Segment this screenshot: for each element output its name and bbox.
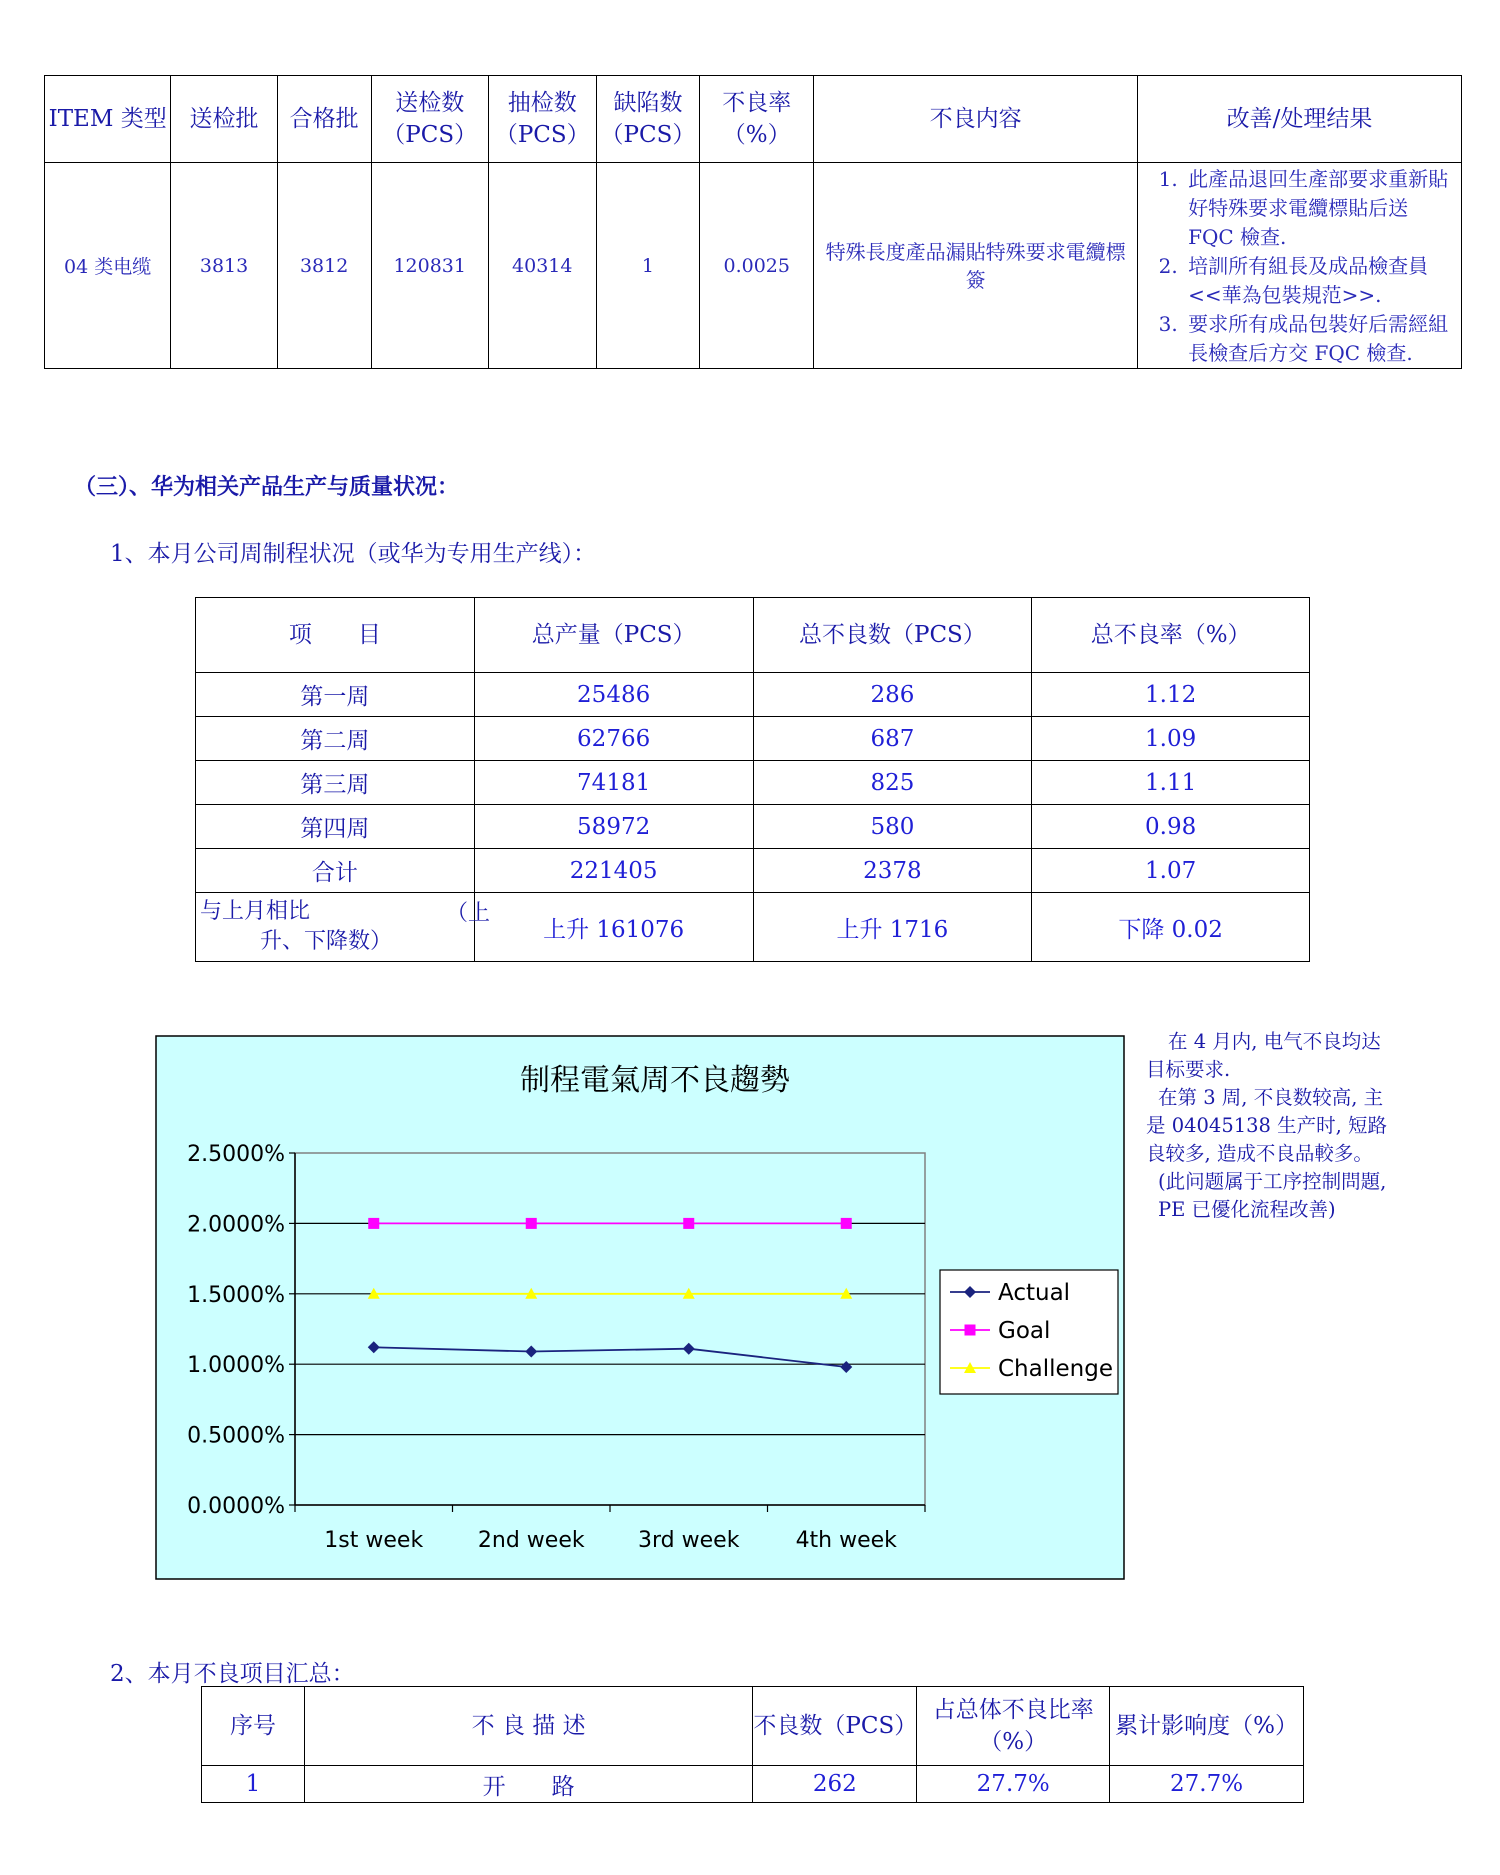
cell-defects-change: 上升 1716 [753, 893, 1032, 962]
compare-label [196, 893, 491, 962]
compare-label-line2: 升、下降数） [260, 929, 393, 954]
row-label: 合计 [196, 849, 475, 893]
chart-legend [940, 1270, 1118, 1394]
chart-title: 制程電氣周不良趨勢 [520, 1063, 790, 1098]
header-total-output: 总产量（PCS） [474, 598, 753, 673]
header-total-rate: 总不良率（%） [1032, 598, 1310, 673]
cell-defect-rate: 0.0025 [700, 163, 814, 369]
row-label: 第四周 [196, 805, 475, 849]
cell-rate-change: 下降 0.02 [1032, 893, 1310, 962]
header-count: 不良数（PCS） [753, 1687, 917, 1766]
y-tick-label: 0.0000% [187, 1494, 285, 1519]
section-title: （三）、华为相关产品生产与质量状况： [74, 474, 460, 500]
cell-sent-qty: 120831 [371, 163, 488, 369]
cell-ratio: 27.7% [917, 1766, 1110, 1803]
cell-passed-batches: 3812 [277, 163, 371, 369]
cell-defect-content: 特殊長度產品漏貼特殊要求電纜標簽 [814, 163, 1138, 369]
inspection-table [44, 75, 1462, 369]
legend-label: Actual [998, 1280, 1071, 1306]
note-line: 在 4 月内, 电气不良均达目标要求. [1146, 1030, 1381, 1081]
data-point-goal [368, 1218, 379, 1229]
cell-rate: 1.09 [1032, 717, 1310, 761]
cell-no: 1 [202, 1766, 305, 1803]
table-row [196, 673, 1310, 717]
compare-label-paren: （上 [446, 901, 491, 926]
weekly-status-table [195, 597, 1310, 962]
y-tick-label: 2.0000% [187, 1212, 285, 1238]
header-sent-batches: 送检批 [171, 76, 277, 163]
cell-rate: 1.11 [1032, 761, 1310, 805]
table-header-row [202, 1687, 1304, 1766]
cell-defects: 825 [753, 761, 1032, 805]
header-item-type: ITEM 类型 [45, 76, 171, 163]
defect-trend-chart [155, 1035, 1125, 1580]
header-no: 序号 [202, 1687, 305, 1766]
cell-rate: 0.98 [1032, 805, 1310, 849]
subsection-title-weekly: 1、本月公司周制程状况（或华为专用生产线）： [110, 541, 597, 567]
header-item: 项 目 [196, 598, 475, 673]
y-tick-label: 1.5000% [187, 1282, 285, 1308]
cell-defects: 1 [596, 163, 700, 369]
compare-label-line1: 与上月相比 [200, 899, 311, 924]
cell-output: 25486 [474, 673, 753, 717]
cell-output-change: 上升 161076 [474, 893, 753, 962]
x-tick-label: 3rd week [638, 1528, 740, 1553]
x-tick-label: 2nd week [477, 1528, 585, 1553]
header-passed-batches: 合格批 [277, 76, 371, 163]
table-row [196, 849, 1310, 893]
chart-note [1146, 1028, 1396, 1224]
table-row [196, 805, 1310, 849]
note-line: 在第 3 周, 不良数较高, 主是 04045138 生产时, 短路良较多, 造成不良品較多。 [1146, 1086, 1388, 1165]
cell-defects: 286 [753, 673, 1032, 717]
header-total-defects: 总不良数（PCS） [753, 598, 1032, 673]
table-row [196, 761, 1310, 805]
cell-description: 开 路 [304, 1766, 753, 1803]
data-point-goal [683, 1218, 694, 1229]
result-item: 3. 要求所有成品包裝好后需經組長檢查后方交 FQC 檢查. [1184, 310, 1457, 368]
note-line: (此问题属于工序控制問題, PE 已優化流程改善) [1158, 1170, 1387, 1221]
row-label: 第二周 [196, 717, 475, 761]
legend-marker [965, 1325, 976, 1336]
header-sent-qty: 送检数（PCS） [371, 76, 488, 163]
cell-defects: 580 [753, 805, 1032, 849]
cell-output: 221405 [474, 849, 753, 893]
cell-sampled-qty: 40314 [488, 163, 596, 369]
legend-label: Goal [998, 1318, 1051, 1344]
data-point-goal [841, 1218, 852, 1229]
legend-label: Challenge [998, 1356, 1113, 1382]
y-tick-label: 1.0000% [187, 1353, 285, 1379]
x-tick-label: 4th week [795, 1528, 897, 1553]
cell-sent-batches: 3813 [171, 163, 277, 369]
header-cumulative: 累计影响度（%） [1110, 1687, 1304, 1766]
header-defects: 缺陷数（PCS） [596, 76, 700, 163]
table-header-row [196, 598, 1310, 673]
cell-rate: 1.12 [1032, 673, 1310, 717]
result-list [1138, 165, 1457, 368]
cell-type: 04 类电缆 [45, 163, 171, 369]
header-improvement-result: 改善/处理结果 [1138, 76, 1462, 163]
header-sampled-qty: 抽检数（PCS） [488, 76, 596, 163]
defect-summary-table [201, 1686, 1304, 1803]
y-tick-label: 0.5000% [187, 1423, 285, 1449]
cell-defects: 687 [753, 717, 1032, 761]
cell-count: 262 [753, 1766, 917, 1803]
table-row-compare [196, 893, 1310, 962]
table-header-row [45, 76, 1462, 163]
header-description: 不 良 描 述 [304, 1687, 753, 1766]
cell-cumulative: 27.7% [1110, 1766, 1304, 1803]
table-row [196, 717, 1310, 761]
cell-improvement-result [1138, 163, 1462, 369]
cell-output: 58972 [474, 805, 753, 849]
row-label: 第一周 [196, 673, 475, 717]
cell-output: 74181 [474, 761, 753, 805]
table-row [45, 163, 1462, 369]
result-item: 1. 此產品退回生產部要求重新貼好特殊要求電纜標貼后送 FQC 檢查. [1184, 165, 1457, 252]
data-point-goal [526, 1218, 537, 1229]
x-tick-label: 1st week [324, 1528, 424, 1553]
subsection-title-defects: 2、本月不良项目汇总： [110, 1661, 355, 1687]
header-ratio: 占总体不良比率（%） [917, 1687, 1110, 1766]
row-label: 第三周 [196, 761, 475, 805]
header-defect-content: 不良内容 [814, 76, 1138, 163]
result-item: 2. 培訓所有組長及成品檢查員<<華為包裝規范>>. [1184, 252, 1457, 310]
plot-area [295, 1153, 925, 1505]
cell-rate: 1.07 [1032, 849, 1310, 893]
table-row [202, 1766, 1304, 1803]
header-defect-rate: 不良率（%） [700, 76, 814, 163]
cell-defects: 2378 [753, 849, 1032, 893]
y-tick-label: 2.5000% [187, 1142, 285, 1167]
cell-output: 62766 [474, 717, 753, 761]
